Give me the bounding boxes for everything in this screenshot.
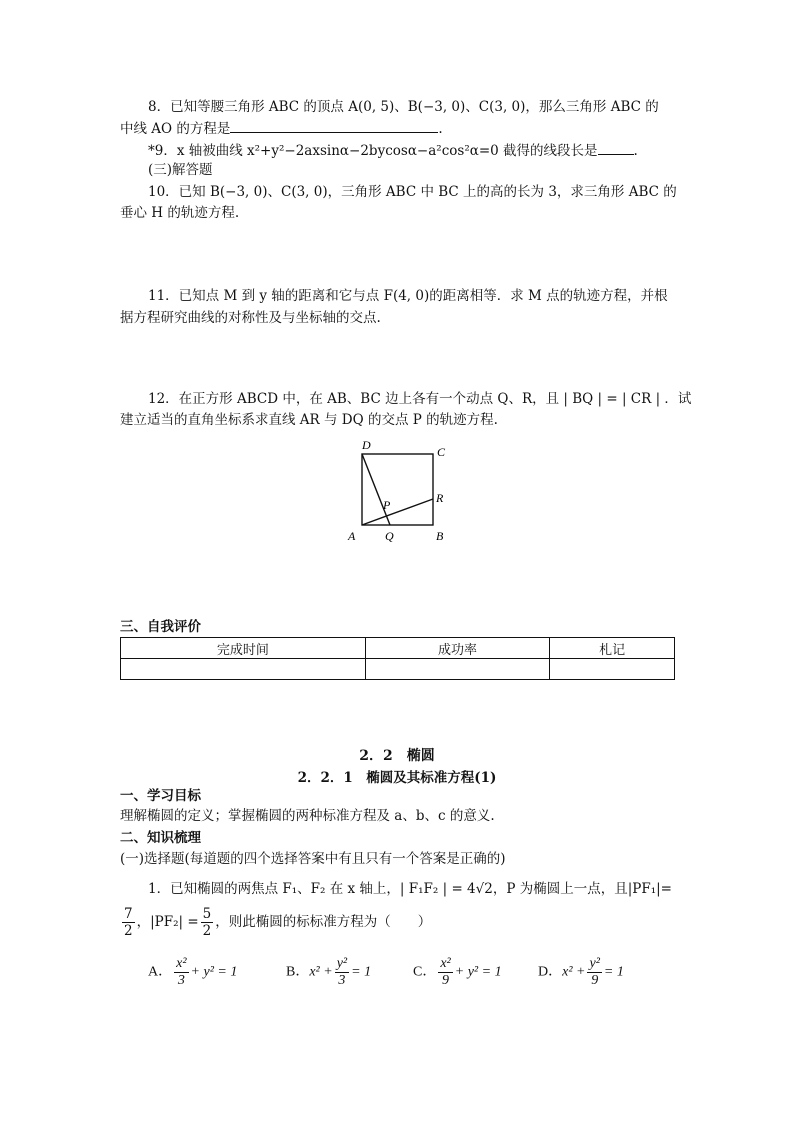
option-d-label: D． bbox=[538, 964, 563, 980]
option-d-pre: x² + bbox=[562, 964, 586, 980]
frac-denominator: 3 bbox=[177, 973, 185, 988]
label-d: D bbox=[362, 438, 371, 452]
q8-line1: 8．已知等腰三角形 ABC 的顶点 A(0, 5)、B(−3, 0)、C(3, 0)，那么三角形 ABC 的 bbox=[148, 99, 659, 115]
header-completion-time: 完成时间 bbox=[121, 638, 366, 659]
frac-denominator: 9 bbox=[591, 973, 599, 988]
cell-success-rate[interactable] bbox=[365, 659, 550, 680]
frac-numerator: x² bbox=[440, 956, 451, 971]
frac-numerator: 5 bbox=[202, 906, 212, 922]
option-d-fraction bbox=[587, 956, 601, 989]
q10-line2: 垂心 H 的轨迹方程. bbox=[120, 205, 240, 221]
q9-line bbox=[148, 141, 638, 160]
option-a-post: + y² = 1 bbox=[190, 964, 238, 980]
section-subtitle: 2．2．1 椭圆及其标准方程(1) bbox=[297, 770, 497, 786]
label-p: P bbox=[383, 498, 391, 512]
q1-line1: 1．已知椭圆的两焦点 F₁、F₂ 在 x 轴上，| F₁F₂ | = 4√2，P 为椭圆上一点，且|PF₁|= bbox=[148, 881, 672, 897]
self-eval-heading: 三、自我评价 bbox=[120, 619, 201, 635]
option-b-pre: x² + bbox=[309, 964, 333, 980]
q8-answer-blank[interactable] bbox=[230, 119, 438, 133]
option-b[interactable] bbox=[286, 956, 371, 989]
q12-line2: 建立适当的直角坐标系求直线 AR 与 DQ 的交点 P 的轨迹方程. bbox=[120, 412, 498, 428]
q11-line2: 据方程研究曲线的对称性及与坐标轴的交点. bbox=[120, 310, 381, 326]
label-q: Q bbox=[385, 529, 394, 543]
q1-mid-text: ，|PF₂| = bbox=[136, 914, 199, 930]
option-c[interactable] bbox=[413, 956, 502, 989]
section-title: 2．2 椭圆 bbox=[359, 748, 435, 764]
frac-denominator: 3 bbox=[338, 973, 346, 988]
header-success-rate: 成功率 bbox=[365, 638, 550, 659]
frac-denominator: 2 bbox=[124, 923, 133, 939]
q9-answer-blank[interactable] bbox=[598, 141, 634, 155]
label-r: R bbox=[436, 491, 444, 505]
q8-line2-text: 中线 AO 的方程是 bbox=[120, 121, 231, 137]
option-d[interactable] bbox=[538, 956, 624, 989]
option-a-fraction bbox=[174, 956, 188, 989]
label-c: C bbox=[437, 445, 446, 459]
frac-denominator: 2 bbox=[202, 923, 212, 939]
q1-line2 bbox=[120, 906, 431, 939]
label-a: A bbox=[348, 529, 356, 543]
q8-line2-end: . bbox=[438, 121, 443, 137]
table-row bbox=[121, 659, 675, 680]
q12-line1: 12．在正方形 ABCD 中，在 AB、BC 边上各有一个动点 Q、R，且 | BQ | = | CR | ．试 bbox=[148, 391, 692, 407]
q1-fraction-7-2 bbox=[122, 906, 135, 939]
frac-numerator: y² bbox=[589, 956, 600, 971]
option-c-label: C． bbox=[413, 964, 437, 980]
q9-text: *9．x 轴被曲线 x²+y²−2axsinα−2bycosα−a²cos²α=0 截得的线段长是 bbox=[148, 143, 598, 159]
frac-numerator: 7 bbox=[124, 906, 133, 922]
section-answer-heading: (三)解答题 bbox=[148, 162, 213, 178]
option-a-label: A． bbox=[148, 964, 173, 980]
goals-text: 理解椭圆的定义；掌握椭圆的两种标准方程及 a、b、c 的意义. bbox=[120, 808, 495, 824]
header-notes: 札记 bbox=[550, 638, 675, 659]
table-header-row bbox=[121, 638, 675, 659]
q1-tail-text: ，则此椭圆的标标准方程为（ ） bbox=[215, 914, 432, 930]
q10-line1: 10．已知 B(−3, 0)、C(3, 0)，三角形 ABC 中 BC 上的高的长为 3，求三角形 ABC 的 bbox=[148, 184, 677, 200]
option-b-label: B． bbox=[286, 964, 310, 980]
goals-heading: 一、学习目标 bbox=[120, 788, 201, 804]
frac-denominator: 9 bbox=[442, 973, 450, 988]
line-dq bbox=[362, 454, 390, 525]
line-ar bbox=[362, 499, 433, 525]
option-b-post: = 1 bbox=[351, 964, 372, 980]
q11-line1: 11．已知点 M 到 y 轴的距离和它与点 F(4, 0)的距离相等．求 M 点的轨迹方程，并根 bbox=[148, 288, 668, 304]
square-figure bbox=[340, 436, 460, 548]
self-eval-table bbox=[120, 637, 675, 680]
q1-fraction-5-2 bbox=[201, 906, 214, 939]
cell-notes[interactable] bbox=[550, 659, 675, 680]
square-abcd bbox=[362, 454, 433, 525]
frac-numerator: y² bbox=[336, 956, 348, 971]
option-c-post: + y² = 1 bbox=[454, 964, 502, 980]
frac-numerator: x² bbox=[176, 956, 187, 971]
option-a[interactable] bbox=[148, 956, 237, 989]
label-b: B bbox=[436, 529, 444, 543]
q8-line2 bbox=[120, 119, 443, 138]
q9-end: . bbox=[633, 143, 638, 159]
cell-completion-time[interactable] bbox=[121, 659, 366, 680]
option-c-fraction bbox=[438, 956, 452, 989]
option-d-post: = 1 bbox=[603, 964, 624, 980]
choice-heading: (一)选择题(每道题的四个选择答案中有且只有一个答案是正确的) bbox=[120, 851, 506, 867]
option-b-fraction bbox=[335, 956, 349, 989]
knowledge-heading: 二、知识梳理 bbox=[120, 830, 201, 846]
